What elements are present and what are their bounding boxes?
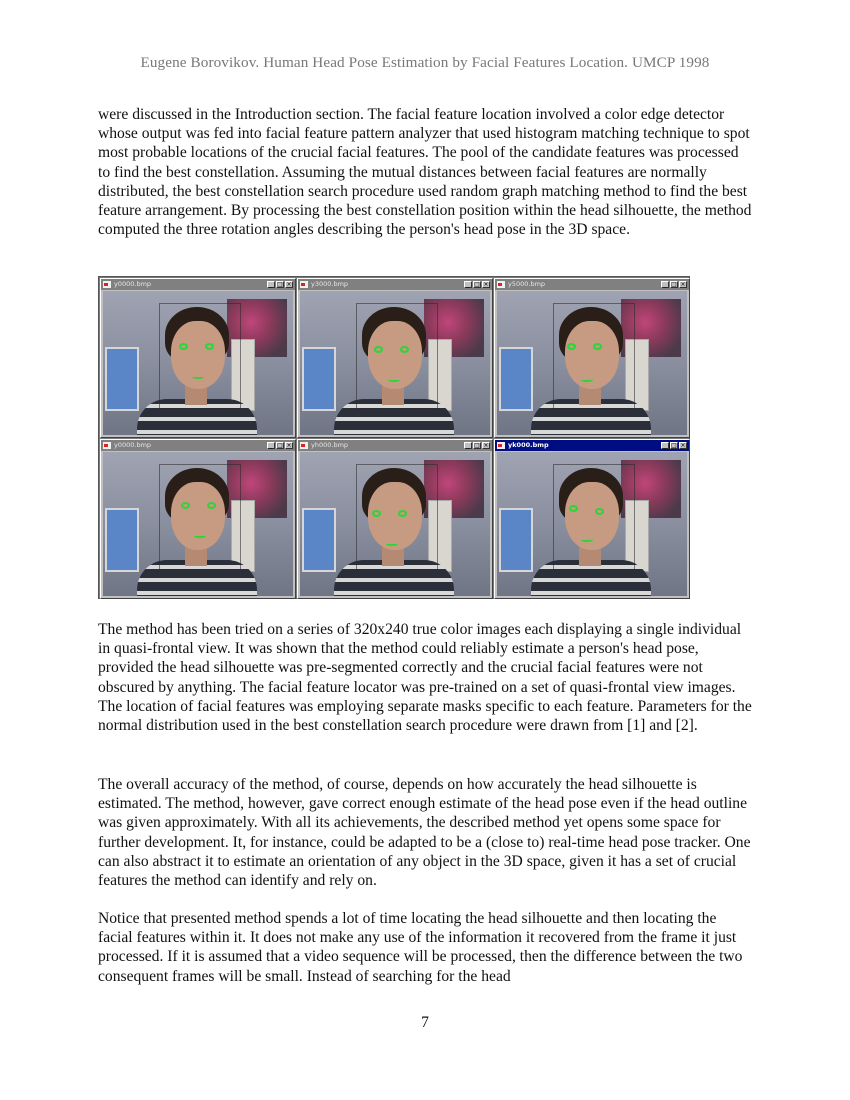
maximize-icon: □ — [277, 442, 283, 449]
eye-marker — [595, 508, 604, 515]
minimize-icon: _ — [661, 442, 669, 449]
close-icon: × — [680, 442, 686, 449]
head-photo — [497, 452, 687, 596]
window-title: yk000.bmp — [508, 441, 549, 449]
close-icon: × — [286, 281, 292, 288]
window-title: y5000.bmp — [508, 280, 546, 288]
head-silhouette-box — [553, 464, 635, 570]
window-titlebar — [298, 279, 492, 290]
window-title: y3000.bmp — [311, 280, 349, 288]
maximize-icon: □ — [277, 281, 283, 288]
eye-marker — [593, 343, 602, 350]
window-title: y0000.bmp — [114, 441, 152, 449]
eye-marker — [400, 346, 409, 353]
paragraph-4: Notice that presented method spends a lot of time locating the head silhouette and then locating the facial features within it. It does not make any use of the information it recovered from the frame it just processed. If it is assumed that a video sequence will be processed, then the difference between the two consequent frames will be small. Instead of searching for the head — [98, 910, 743, 985]
eye-marker — [398, 510, 407, 517]
head-silhouette-box — [159, 303, 241, 409]
head-silhouette-box — [159, 464, 241, 570]
eye-marker — [372, 510, 381, 517]
minimize-icon: _ — [464, 442, 472, 449]
mouth-marker — [194, 534, 206, 538]
maximize-icon: □ — [671, 281, 677, 288]
head-silhouette-box — [356, 303, 438, 409]
window-icon — [103, 442, 111, 449]
image-window-6 — [494, 439, 690, 599]
window-title: yh000.bmp — [311, 441, 349, 449]
minimize-icon: _ — [661, 281, 669, 288]
maximize-icon: □ — [671, 442, 677, 449]
close-icon: × — [286, 442, 292, 449]
head-silhouette-box — [356, 464, 438, 570]
image-window-1 — [100, 278, 296, 438]
image-window-4 — [100, 439, 296, 599]
close-icon: × — [680, 281, 686, 288]
window-title: y0000.bmp — [114, 280, 152, 288]
head-photo — [300, 452, 490, 596]
minimize-icon: _ — [464, 281, 472, 288]
maximize-icon: □ — [474, 442, 480, 449]
head-photo — [497, 291, 687, 435]
image-window-3 — [494, 278, 690, 438]
window-titlebar — [495, 440, 689, 451]
paragraph-1: were discussed in the Introduction section. The facial feature location involved a color edge detector whose output was fed into facial feature pattern analyzer that used histogram matching technique to spot most probable locations of the crucial facial features. The pool of the candidate features was processed to find the best constellation. Assuming the mutual distances between facial features are normally distributed, the best constellation search procedure used random graph matching method to find the best feature arrangement. By processing the best constellation position within the head silhouette, the method computed the three rotation angles describing the person's head pose in the 3D space. — [98, 106, 752, 239]
eye-marker — [205, 343, 214, 350]
eye-marker — [207, 502, 216, 509]
eye-marker — [374, 346, 383, 353]
window-icon — [300, 281, 308, 288]
window-icon — [300, 442, 308, 449]
eye-marker — [569, 505, 578, 512]
window-icon — [497, 442, 505, 449]
head-photo — [103, 452, 293, 596]
running-header: Eugene Borovikov. Human Head Pose Estimation by Facial Features Location. UMCP 1998 — [140, 54, 710, 71]
eye-marker — [181, 502, 190, 509]
image-window-2 — [297, 278, 493, 438]
minimize-icon: _ — [267, 442, 275, 449]
paragraph-3: The overall accuracy of the method, of course, depends on how accurately the head silhouette is estimated. The method, however, gave correct enough estimate of the head pose even if the head outline was given approximately. With all its achievements, the described method yet opens some space for further development. It, for instance, could be adapted to be a (close to) real-time head pose tracker. One can also abstract it to estimate an orientation of any object in the 3D space, given it has a set of crucial features the method can identify and rely on. — [98, 776, 751, 890]
window-titlebar — [101, 279, 295, 290]
window-icon — [497, 281, 505, 288]
image-window-5 — [297, 439, 493, 599]
head-silhouette-box — [553, 303, 635, 409]
page-number: 7 — [421, 1014, 429, 1031]
minimize-icon: _ — [267, 281, 275, 288]
maximize-icon: □ — [474, 281, 480, 288]
head-photo — [103, 291, 293, 435]
eye-marker — [179, 343, 188, 350]
mouth-marker — [581, 538, 593, 542]
mouth-marker — [581, 378, 593, 382]
close-icon: × — [483, 442, 489, 449]
window-titlebar — [298, 440, 492, 451]
head-photo — [300, 291, 490, 435]
window-titlebar — [101, 440, 295, 451]
paragraph-2: The method has been tried on a series of 320x240 true color images each displaying a single individual in quasi-frontal view. It was shown that the method could reliably estimate a person's head pose, provided the head silhouette was pre-segmented correctly and the crucial facial features were not obscured by anything. The facial feature locator was pre-trained on a set of quasi-frontal view images. The location of facial features was employing separate masks specific to each feature. Parameters for the normal distribution used in the best constellation search procedure were drawn from [1] and [2]. — [98, 621, 752, 735]
head-pose-figure — [98, 276, 690, 599]
window-titlebar — [495, 279, 689, 290]
close-icon: × — [483, 281, 489, 288]
window-icon — [103, 281, 111, 288]
eye-marker — [567, 343, 576, 350]
mouth-marker — [388, 378, 400, 382]
mouth-marker — [386, 542, 398, 546]
mouth-marker — [192, 375, 204, 379]
